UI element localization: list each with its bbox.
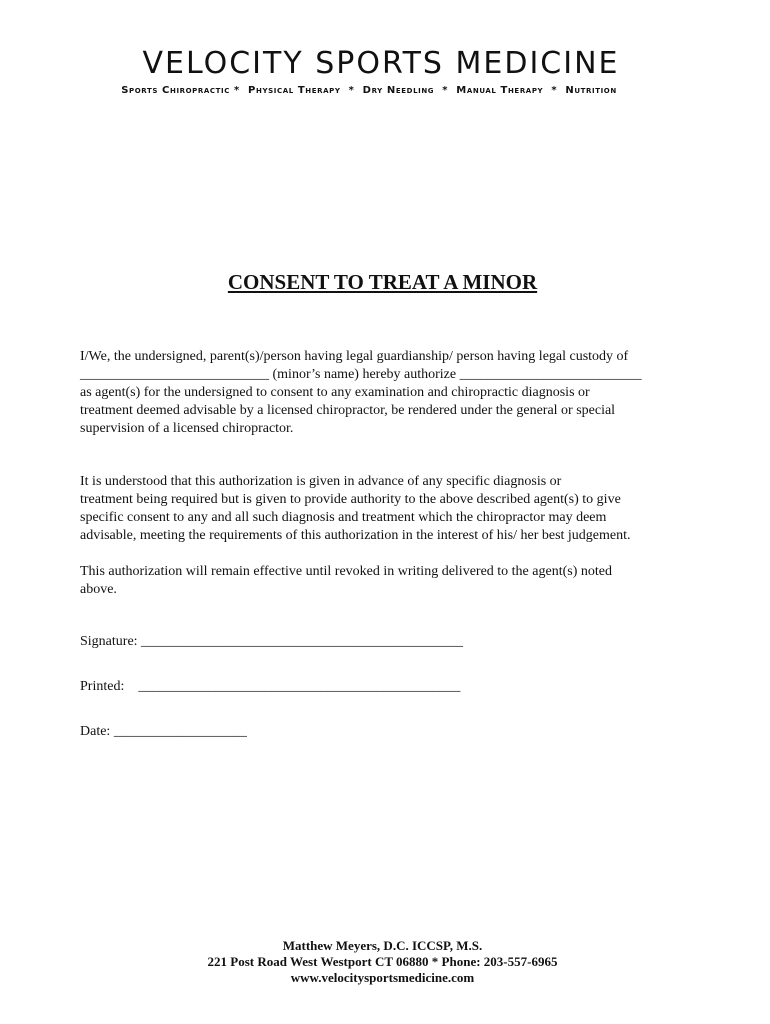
date-field: Date: ___________________ (80, 724, 247, 739)
understanding-paragraph: It is understood that this authorization is given in advance of any specific diagnosis or treatment being required but is given to provide authority to the above described agent(s) to give specific consent to any and all such diagnosis and treatment which the chiropractor may deem advisable, meeting the requirements of this authorization in the interest of his/ her best judgement. (80, 474, 631, 543)
revocation-paragraph: This authorization will remain effective until revoked in writing delivered to the agent(s) noted above. (80, 564, 612, 597)
document-title: CONSENT TO TREAT A MINOR (227, 270, 538, 294)
footer-website: www.velocitysportsmedicine.com (290, 970, 475, 985)
footer-address: 221 Post Road West Westport CT 06880 * Phone: 203-557-6965 (207, 954, 558, 969)
footer-doctor-name: Matthew Meyers, D.C. ICCSP, M.S. (282, 938, 483, 953)
clinic-services: Sports Chiropractic * Physical Therapy * Dry Needling * Manual Therapy * Nutrition (121, 85, 617, 96)
printed-name-field: Printed: ______________________________________________ (80, 679, 461, 694)
authorization-paragraph: I/We, the undersigned, parent(s)/person having legal guardianship/ person having legal custody of ___________________________ (minor’s name) hereby authorize __________________________ as agent(s) for the undersigned to consent to any examination and chiropractic diagnosis or treatment deemed advisable by a licensed chiropractor, be rendered under the general or special supervision of a licensed chiropractor. (80, 349, 642, 436)
signature-field: Signature: ______________________________________________ (80, 634, 464, 649)
clinic-name: VELOCITY SPORTS MEDICINE (142, 46, 620, 81)
